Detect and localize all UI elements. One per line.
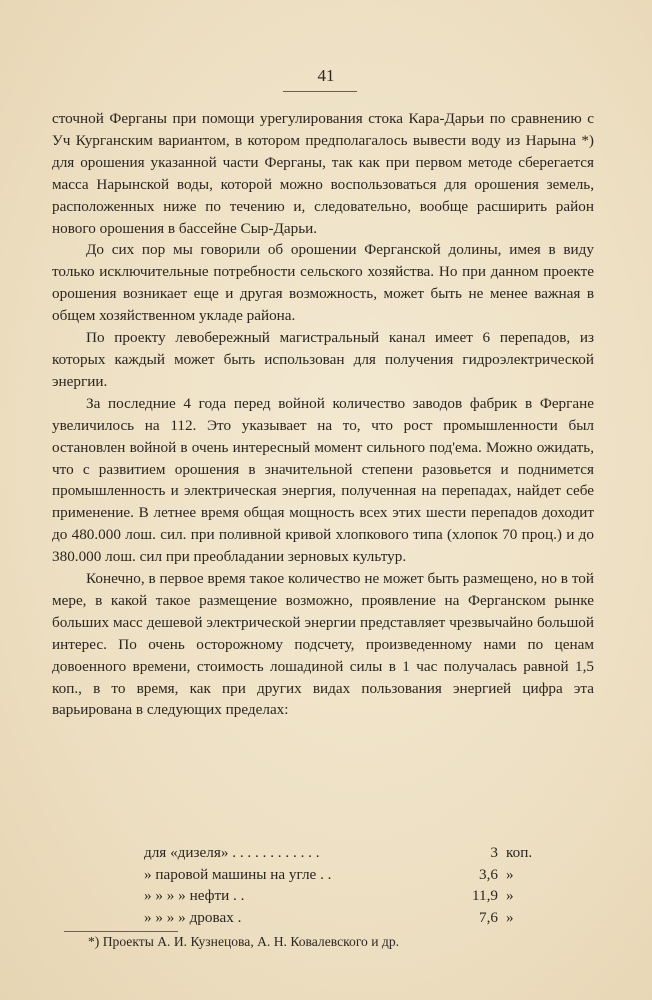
price-row: [144, 909, 564, 931]
price-row: [144, 844, 564, 866]
page-number: 41: [317, 66, 335, 85]
price-value: 11,9: [471, 887, 498, 904]
price-row: [144, 866, 564, 888]
price-label: » » » » дровах .: [144, 908, 242, 926]
price-value: 7,6: [479, 908, 498, 926]
paragraph-industry-growth: За последние 4 года перед войной количество заводов фабрик в Фергане увеличилось на 112. Это указывает на то, что рост промышленности был остановлен войной в очень интересный момент сильного под'ема. Можно ожидать, что с развитием орошения в значительной степени разовьется и поднимется промышленность и электрическая энергия, полученная на перепадах, найдет себе применение. В летнее время общая мощность всех этих шести перепадов доходит до 480.000 лош. сил. при поливной кривой хлопкового типа (хлопок 70 проц.) и до 380.000 лош. сил при преобладании зерновых культур.: [52, 394, 594, 566]
price-label: » паровой машины на угле . .: [144, 865, 332, 883]
price-unit: коп.: [506, 844, 533, 861]
paragraph-energy-cost: Конечно, в первое время такое количество не может быть размещено, но в той мере, в какой такое размещение возможно, проявление на Ферганском рынке больших масс дешевой электрической энергии представляет чрезвычайно большой интерес. По очень осторожному подсчету, произведенному нами по ценам довоенного времени, стоимость лошадиной силы в 1 час получалась равной 1,5 коп., в то время, как при других видах пользования энергией цифра эта варьирована в следующих пределах:: [52, 570, 594, 719]
paragraph-continuation: сточной Ферганы при помощи урегулирования стока Кара-Дарьи по сравнению с Уч Курганским вариантом, в котором предполагалось вывести воду из Нарына *) для орошения указанной части Ферганы, так как при первом методе сберегается масса Нарынской воды, которой можно воспользоваться для орошения земель, расположенных ниже по течению и, следовательно, вообще расширить район нового орошения в бассейне Сыр-Дарьи.: [52, 110, 594, 237]
price-unit: »: [506, 887, 514, 904]
price-label: » » » » нефти . .: [144, 887, 245, 904]
price-label: для «дизеля» . . . . . . . . . . . .: [144, 844, 320, 861]
energy-price-table: [144, 844, 564, 930]
paragraph-canal-drops: По проекту левобережный магистральный канал имеет 6 перепадов, из которых каждый может быть использован для получения гидроэлектрической энергии.: [52, 329, 594, 390]
price-value: 3,6: [479, 865, 498, 883]
paragraph-irrigation-possibility: До сих пор мы говорили об орошении Ферганской долины, имея в виду только исключительные потребности сельского хозяйства. Но при данном проекте орошения возникает еще и другая возможность, может быть не менее важная в общем хозяйственном укладе района.: [52, 241, 594, 325]
price-unit: »: [506, 865, 514, 883]
body-text: [52, 108, 594, 721]
header-rule: [283, 91, 357, 92]
price-row: [144, 887, 564, 909]
footnote-rule: [64, 931, 178, 932]
price-value: 3: [490, 844, 498, 861]
price-unit: »: [506, 908, 514, 926]
footnote: *) Проекты А. И. Кузнецова, А. Н. Ковалевского и др.: [88, 934, 400, 949]
